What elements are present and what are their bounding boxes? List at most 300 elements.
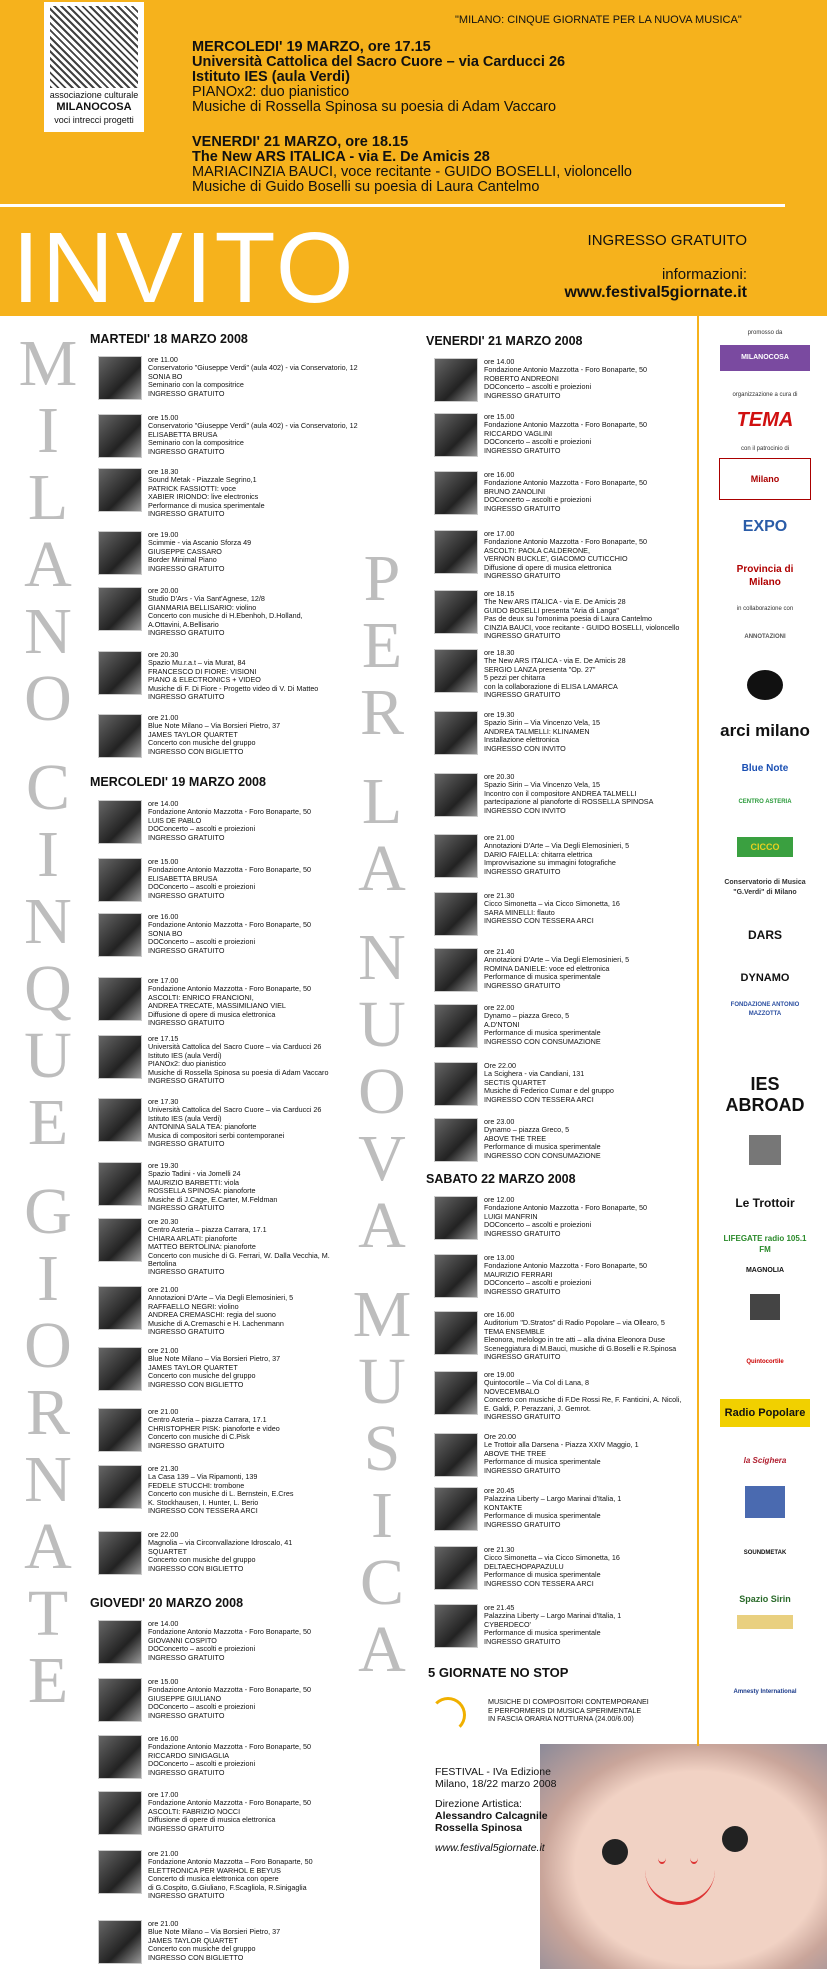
- vertical-letter: L: [27, 461, 69, 534]
- event-text: [148, 414, 358, 458]
- event-line: DOConcerto – ascolti e proiezioni: [484, 1278, 592, 1288]
- event-text: [148, 714, 280, 758]
- event-text: [148, 356, 358, 400]
- event-item: [98, 1098, 321, 1148]
- header-event-1: [192, 40, 565, 115]
- event-time: ore 20.45: [484, 1486, 515, 1495]
- event-line: Magnolia – via Circonvallazione Idroscalo, 41: [148, 1538, 293, 1548]
- sponsor-logo: [710, 406, 820, 434]
- event-line: INGRESSO CON TESSERA ARCI: [484, 1094, 594, 1104]
- event-line: Fondazione Antonio Mazzotta - Foro Bonaparte, 50: [148, 807, 312, 817]
- event-text: [148, 1531, 292, 1575]
- artist-photo: [98, 1218, 142, 1262]
- event-text: [484, 1196, 647, 1240]
- logo-line-2: MILANOCOSA: [56, 101, 132, 113]
- event-text: [484, 1004, 601, 1048]
- event-line: Istituto IES (aula Verdi): [148, 1113, 222, 1123]
- event-line: Performance di musica sperimentale: [148, 500, 265, 510]
- event-line: INGRESSO GRATUITO: [148, 628, 225, 638]
- sponsor-logo-mark: IES ABROAD: [725, 1074, 805, 1115]
- event-line: Performance di musica sperimentale: [484, 1457, 601, 1467]
- artist-photo: [98, 1162, 142, 1206]
- event-line: MAURIZIO FERRARI: [484, 1269, 553, 1279]
- event-item: [98, 1850, 313, 1900]
- sponsor-logo: [710, 970, 820, 986]
- event-item: [98, 1735, 311, 1779]
- event-line: Seminario con la compositrice: [148, 380, 244, 390]
- event-line: INGRESSO GRATUITO: [484, 1412, 561, 1422]
- smiley-belly-photo: [540, 1744, 827, 1969]
- event-time: ore 17.30: [148, 1097, 179, 1106]
- sponsor-logo: [710, 1672, 820, 1712]
- sponsor-logo-mark: Radio Popolare: [720, 1399, 810, 1427]
- artist-photo: [434, 530, 478, 574]
- event-item: [434, 948, 629, 992]
- drawn-smile-icon: [645, 1862, 715, 1905]
- event-line: Installazione elettronica: [484, 735, 560, 745]
- sponsor-logo: [710, 1073, 820, 1117]
- event-line: Musica di compositori serbi contemporanei: [148, 1130, 285, 1140]
- event-line: JAMES TAYLOR QUARTET: [148, 729, 238, 739]
- event-text: [148, 587, 303, 637]
- event-time: ore 16.00: [484, 470, 515, 479]
- event-line: Blue Note Milano – Via Borsieri Pietro, 37: [148, 1354, 281, 1364]
- vertical-letter: A: [358, 832, 406, 905]
- vertical-letter: A: [24, 528, 72, 601]
- day-title: MARTEDI' 18 MARZO 2008: [90, 332, 248, 346]
- vertical-letter: N: [24, 1443, 72, 1516]
- event-text: [148, 1920, 280, 1964]
- event-line: KONTAKTE: [484, 1502, 523, 1512]
- event-line: INGRESSO GRATUITO: [148, 1203, 225, 1213]
- sponsor-logo-mark: Le Trottoir: [735, 1195, 795, 1210]
- event-time: ore 17.00: [148, 1790, 179, 1799]
- event-time: ore 15.00: [148, 413, 179, 422]
- event-line: Diffusione di opere di musica elettronica: [484, 562, 612, 572]
- event-time: ore 14.00: [484, 357, 515, 366]
- event-line: Concerto con musiche del gruppo: [148, 1555, 256, 1565]
- event-line: Fondazione Antonio Mazzotta - Foro Bonaparte, 50: [148, 920, 312, 930]
- event-text: [148, 913, 311, 957]
- event-text: [148, 1035, 328, 1085]
- vertical-letter: N: [358, 921, 406, 994]
- event-line: DOConcerto – ascolti e proiezioni: [484, 495, 592, 505]
- artist-photo: [98, 714, 142, 758]
- artist-photo: [434, 1118, 478, 1162]
- sponsor-logo: [710, 1190, 820, 1216]
- header-event-2: [192, 135, 632, 195]
- event-text: [484, 1546, 620, 1590]
- event-time: ore 18.15: [484, 589, 515, 598]
- event-line: Scimmie - via Ascanio Sforza 49: [148, 538, 252, 548]
- event-time: ore 21.30: [148, 1464, 179, 1473]
- event-line: Concerto con musiche del gruppo: [148, 1371, 256, 1381]
- event-item: [98, 1347, 280, 1391]
- event-text: [484, 1311, 676, 1361]
- day-title: VENERDI' 21 MARZO 2008: [426, 334, 583, 348]
- event-line: Performance di musica sperimentale: [484, 1570, 601, 1580]
- vertical-letter: G: [24, 1175, 72, 1248]
- nostop-text: [488, 1698, 649, 1724]
- event-line: DELTAECHOPAPAZULU: [484, 1561, 564, 1571]
- event-line: Palazzina Liberty – Largo Marinai d'Italia, 1: [484, 1494, 622, 1504]
- event-line: E. Galdi, P. Perazzani, J. Gemrot.: [484, 1403, 591, 1413]
- sponsor-logo: [710, 997, 820, 1023]
- event-line: INGRESSO CON TESSERA ARCI: [148, 1506, 258, 1516]
- event-line: ASCOLTI: PAOLA CALDERONE,: [484, 545, 590, 555]
- event-text: [148, 651, 318, 701]
- event-time: ore 21.00: [148, 1919, 179, 1928]
- event-time: ore 20.00: [148, 586, 179, 595]
- festival-edition: FESTIVAL - IVa Edizione: [435, 1766, 551, 1778]
- sponsor-logo: [710, 560, 820, 592]
- sponsor-logo: [710, 458, 820, 500]
- sponsor-logo: [710, 837, 820, 857]
- vertical-letter: U: [358, 988, 406, 1061]
- event-time: ore 18.30: [484, 648, 515, 657]
- event-line: Fondazione Antonio Mazzotta - Foro Bonaparte, 50: [484, 1261, 648, 1271]
- vertical-letter: T: [27, 1577, 69, 1650]
- vertical-letter: Q: [24, 952, 72, 1025]
- event-line: Spazio Tadini - via Jomelli 24: [148, 1169, 241, 1179]
- event-line: con la collaborazione di ELISA LAMARCA: [484, 681, 618, 691]
- event-item: [98, 1678, 311, 1722]
- vertical-text-left: [18, 327, 78, 1717]
- venue-small-logo: [710, 1615, 820, 1629]
- event-line: RICCARDO SINIGAGLIA: [148, 1750, 230, 1760]
- vertical-letter: L: [361, 765, 403, 838]
- event-time: ore 21.00: [148, 1849, 179, 1858]
- festival-info: [435, 1766, 556, 1854]
- event2-performers: MARIACINZIA BAUCI, voce recitante - GUIDO BOSELLI, violoncello: [192, 164, 632, 180]
- event-line: The New ARS ITALICA - via E. De Amicis 28: [484, 597, 626, 607]
- event-text: [148, 1286, 293, 1336]
- day-title: MERCOLEDI' 19 MARZO 2008: [90, 775, 266, 789]
- event-text: [148, 1465, 293, 1515]
- event-text: [148, 858, 311, 902]
- event-line: CYBERDECO': [484, 1619, 531, 1629]
- sponsor-logo: [710, 505, 820, 547]
- artist-photo: [434, 1254, 478, 1298]
- event-item: [434, 530, 647, 580]
- event-line: Eleonora, melologo in tre atti – alla divina Eleonora Duse: [484, 1335, 665, 1345]
- sponsor-logo: [710, 620, 820, 654]
- event-line: Border Minimal Piano: [148, 555, 217, 565]
- sponsor-logo: [710, 714, 820, 748]
- earphone-icon: [602, 1839, 628, 1865]
- event-line: Sceneggiatura di M.Bauci, musiche di G.Boselli e R.Spinosa: [484, 1343, 677, 1353]
- artist-photo: [98, 913, 142, 957]
- event-line: Università Cattolica del Sacro Cuore – via Carducci 26: [148, 1042, 322, 1052]
- vertical-letter: I: [37, 394, 59, 467]
- event-time: ore 21.40: [484, 947, 515, 956]
- event-line: FRANCESCO DI FIORE: VISIONI: [148, 666, 257, 676]
- event-line: Fondazione Antonio Mazzotta - Foro Bonaparte, 50: [484, 537, 648, 547]
- event-line: Concerto con musiche di G. Ferrari, W. Dalla Vecchia, M.: [148, 1250, 330, 1260]
- event-line: Conservatorio "Giuseppe Verdi" (aula 402) - via Conservatorio, 12: [148, 363, 358, 373]
- event-line: INGRESSO GRATUITO: [148, 1652, 225, 1662]
- event-line: INGRESSO GRATUITO: [484, 1636, 561, 1646]
- event-time: ore 22.00: [484, 1003, 515, 1012]
- event-line: INGRESSO GRATUITO: [484, 631, 561, 641]
- event-line: INGRESSO GRATUITO: [148, 890, 225, 900]
- event-time: ore 15.00: [148, 1677, 179, 1686]
- event-time: ore 22.00: [148, 1530, 179, 1539]
- event-line: DOConcerto – ascolti e proiezioni: [148, 937, 256, 947]
- event-item: [98, 800, 311, 844]
- artist-photo: [98, 1408, 142, 1452]
- nostop-line: E PERFORMERS DI MUSICA SPERIMENTALE: [488, 1705, 642, 1715]
- sponsor-caption: in collaborazione con: [736, 606, 794, 612]
- artist-photo: [434, 948, 478, 992]
- event-time: ore 19.30: [484, 710, 515, 719]
- event-text: [148, 1678, 311, 1722]
- artist-photo: [98, 356, 142, 400]
- event-line: GUIDO BOSELLI presenta "Aria di Langa": [484, 605, 619, 615]
- event1-venue: Università Cattolica del Sacro Cuore – via Carducci 26: [192, 54, 566, 70]
- event-line: K. Stockhausen, I. Hunter, L. Berio: [148, 1497, 259, 1507]
- event-line: Performance di musica sperimentale: [484, 1028, 601, 1038]
- artist-photo: [98, 858, 142, 902]
- event-line: INGRESSO CON TESSERA ARCI: [484, 916, 594, 926]
- event-line: Sound Metak - Piazzale Segrino,1: [148, 475, 257, 485]
- event1-room: Istituto IES (aula Verdi): [192, 69, 350, 85]
- event-line: ELETTRONICA PER WARHOL E BEYUS: [148, 1865, 281, 1875]
- event-line: Centro Asteria – piazza Carrara, 17.1: [148, 1225, 267, 1235]
- event-line: Performance di musica sperimentale: [484, 972, 601, 982]
- event-line: JAMES TAYLOR QUARTET: [148, 1935, 238, 1945]
- event-text: [148, 468, 265, 518]
- event-line: Fondazione Antonio Mazzotta - Foro Bonaparte, 50: [148, 1742, 312, 1752]
- event-line: Diffusione di opere di musica elettronica: [148, 1815, 276, 1825]
- direction-label: Direzione Artistica:: [435, 1798, 522, 1810]
- artist-photo: [98, 531, 142, 575]
- day-title: SABATO 22 MARZO 2008: [426, 1172, 576, 1186]
- sponsor-logo-mark: SOUNDMETAK: [743, 1549, 787, 1556]
- event-item: [98, 1920, 280, 1964]
- event-line: ROSSELLA SPINOSA: pianoforte: [148, 1186, 256, 1196]
- event-text: [148, 1408, 280, 1452]
- event-time: ore 23.00: [484, 1117, 515, 1126]
- artist-photo: [98, 1465, 142, 1509]
- event-line: Auditorium "D.Stratos" di Radio Popolare – via Ollearo, 5: [484, 1318, 665, 1328]
- vertical-letter: U: [24, 1019, 72, 1092]
- event-line: INGRESSO CON BIGLIETTO: [148, 746, 244, 756]
- event-line: MAURIZIO BARBETTI: viola: [148, 1177, 240, 1187]
- sponsor-logo-mark: LIFEGATE radio 105.1 FM: [723, 1234, 807, 1254]
- event-line: Musiche di F. Di Fiore - Progetto video di V. Di Matteo: [148, 683, 319, 693]
- sponsor-logo: [710, 345, 820, 371]
- event-line: Blue Note Milano – Via Borsieri Pietro, 37: [148, 1927, 281, 1937]
- event-line: INGRESSO GRATUITO: [148, 1891, 225, 1901]
- sponsor-logo: [710, 1399, 820, 1427]
- festival-tagline: "MILANO: CINQUE GIORNATE PER LA NUOVA MUSICA": [455, 14, 742, 26]
- event-line: INGRESSO GRATUITO: [484, 445, 561, 455]
- event-line: Studio D'Ars - Via Sant'Agnese, 12/8: [148, 594, 265, 604]
- vertical-letter: O: [24, 662, 72, 735]
- sponsor-logo-mark: Provincia di Milano: [736, 564, 794, 588]
- event-line: ANDREA TRECATE, MASSIMILIANO VIEL: [148, 1001, 286, 1011]
- milanocosa-logo: [44, 2, 144, 132]
- event-time: ore 17.00: [484, 529, 515, 538]
- logo-line-3: voci intrecci progetti: [54, 115, 134, 125]
- event-line: RAFFAELLO NEGRI: violino: [148, 1301, 239, 1311]
- sponsor-logo: [710, 1448, 820, 1472]
- event-line: INGRESSO CON INVITO: [484, 743, 566, 753]
- vertical-letter: S: [363, 1412, 401, 1485]
- event2-music: Musiche di Guido Boselli su poesia di Laura Cantelmo: [192, 179, 540, 195]
- event-line: GIANMARIA BELLISARIO: violino: [148, 602, 257, 612]
- annotazioni-dark-logo: [710, 670, 820, 700]
- event-line: Quintocortile – Via Col di Lana, 8: [484, 1378, 589, 1388]
- event-time: ore 14.00: [148, 799, 179, 808]
- event-item: [98, 1408, 280, 1452]
- lacasa-logo: [710, 1135, 820, 1165]
- artist-photo: [434, 773, 478, 817]
- event-line: Performance di musica sperimentale: [484, 1142, 601, 1152]
- event-line: Fondazione Antonio Mazzotta - Foro Bonaparte, 50: [484, 478, 648, 488]
- event-line: INGRESSO GRATUITO: [148, 832, 225, 842]
- sponsor-logo-mark: CENTRO ASTERIA: [738, 798, 792, 805]
- event-time: ore 21.45: [484, 1603, 515, 1612]
- event-item: [434, 413, 647, 457]
- event-line: INGRESSO CON CONSUMAZIONE: [484, 1150, 601, 1160]
- event-text: [484, 413, 647, 457]
- event-item: [434, 1487, 621, 1531]
- sponsor-caption: promosso da: [747, 330, 783, 336]
- event-line: Annotazioni D'Arte – Via Degli Elemosinieri, 5: [148, 1293, 294, 1303]
- event-line: JAMES TAYLOR QUARTET: [148, 1362, 238, 1372]
- sponsor-logo-mark: Milano: [719, 458, 811, 500]
- invito-title: INVITO: [12, 212, 356, 324]
- info-label: informazioni:: [661, 266, 747, 283]
- event-item: [98, 651, 318, 701]
- artist-photo: [434, 711, 478, 755]
- event-time: ore 13.00: [484, 1253, 515, 1262]
- info-url-link[interactable]: www.festival5giornate.it: [564, 284, 747, 301]
- event-time: ore 20.30: [484, 772, 515, 781]
- event-line: Improvvisazione su immagini fotografiche: [484, 858, 616, 868]
- event-line: INGRESSO GRATUITO: [148, 1076, 225, 1086]
- event-text: [148, 1850, 313, 1900]
- event-time: ore 20.30: [148, 650, 179, 659]
- vertical-letter: N: [24, 595, 72, 668]
- sponsor-logo-mark: Spazio Sirin: [739, 1594, 791, 1604]
- event-line: INGRESSO GRATUITO: [484, 690, 561, 700]
- artist-photo: [98, 1620, 142, 1664]
- event-item: [98, 1465, 293, 1515]
- artist-photo: [98, 1531, 142, 1575]
- event-text: [484, 590, 679, 640]
- event-line: INGRESSO CON BIGLIETTO: [148, 1379, 244, 1389]
- sponsor-logo-mark: Blue Note: [741, 762, 789, 774]
- event-line: Dynamo – piazza Greco, 5: [484, 1125, 570, 1135]
- event-time: ore 20.30: [148, 1217, 179, 1226]
- sponsor-logo-mark: Quintocortile: [746, 1358, 784, 1365]
- event-line: ELISABETTA BRUSA: [148, 873, 218, 883]
- artist-photo: [434, 358, 478, 402]
- event-item: [98, 1035, 328, 1085]
- sponsor-logo-mark: la Scighera: [743, 1455, 787, 1465]
- event-text: [148, 531, 251, 575]
- event-text: [484, 1433, 639, 1477]
- artist-photo: [434, 1371, 478, 1415]
- event-line: Fondazione Antonio Mazzotta - Foro Bonaparte, 50: [148, 865, 312, 875]
- event-text: [484, 711, 600, 755]
- event-text: [148, 1791, 311, 1835]
- event-line: Centro Asteria – piazza Carrara, 17.1: [148, 1415, 267, 1425]
- event-line: Concerto con musiche di H.Ebenhoh, D.Holland,: [148, 611, 303, 621]
- vertical-letter: E: [27, 1086, 69, 1159]
- event-line: INGRESSO GRATUITO: [484, 980, 561, 990]
- event-line: Concerto con musiche di L. Bernstein, E.Cres: [148, 1489, 294, 1499]
- event-text: [484, 948, 629, 992]
- event-line: Palazzina Liberty – Largo Marinai d'Italia, 1: [484, 1611, 622, 1621]
- event-item: [98, 714, 280, 758]
- artist-photo: [434, 413, 478, 457]
- event-line: DOConcerto – ascolti e proiezioni: [484, 382, 592, 392]
- event-item: [434, 1433, 639, 1477]
- sponsor-logo-mark: [749, 1135, 781, 1165]
- event-line: INGRESSO GRATUITO: [148, 1139, 225, 1149]
- event-text: [148, 1098, 321, 1148]
- event-text: [484, 773, 653, 817]
- event-line: INGRESSO GRATUITO: [148, 1710, 225, 1720]
- event-text: [484, 834, 629, 878]
- event-line: Università Cattolica del Sacro Cuore – via Carducci 26: [148, 1105, 322, 1115]
- event-line: DOConcerto – ascolti e proiezioni: [484, 1220, 592, 1230]
- director-2: Rossella Spinosa: [435, 1822, 522, 1834]
- event-item: [98, 1162, 277, 1212]
- event-line: GIUSEPPE CASSARO: [148, 546, 222, 556]
- vertical-letter: I: [37, 1242, 59, 1315]
- artist-photo: [98, 1735, 142, 1779]
- event-line: Istituto IES (aula Verdi): [148, 1050, 222, 1060]
- sponsor-logo-mark: [747, 670, 783, 700]
- artist-photo: [434, 1196, 478, 1240]
- festival-url-link[interactable]: www.festival5giornate.it: [435, 1842, 545, 1854]
- event-line: INGRESSO CON INVITO: [484, 805, 566, 815]
- event-time: ore 12.00: [484, 1195, 515, 1204]
- event-line: GIUSEPPE GIULIANO: [148, 1693, 222, 1703]
- event-line: INGRESSO GRATUITO: [484, 571, 561, 581]
- event-time: ore 21.30: [484, 891, 515, 900]
- event-line: Seminario con la compositrice: [148, 438, 244, 448]
- artist-photo: [434, 1004, 478, 1048]
- event-line: INGRESSO CON BIGLIETTO: [148, 1952, 244, 1962]
- event-item: [434, 773, 653, 817]
- event-line: XABIER IRIONDO: live electronics: [148, 492, 259, 502]
- sponsor-logo: [710, 1234, 820, 1254]
- event-line: SONIA BO: [148, 928, 183, 938]
- event-line: CHRISTOPHER PISK: pianoforte e video: [148, 1423, 280, 1433]
- vertical-letter: U: [358, 1345, 406, 1418]
- event-line: Musiche di A.Cremaschi e H. Lachenmann: [148, 1318, 284, 1328]
- event-item: [434, 834, 629, 878]
- event-item: [434, 590, 679, 640]
- event-line: DOConcerto – ascolti e proiezioni: [148, 1644, 256, 1654]
- event-line: Concerto con musiche di C.Pisk: [148, 1432, 250, 1442]
- event-time: ore 19.00: [148, 530, 179, 539]
- event-time: ore 21.00: [148, 1285, 179, 1294]
- vertical-text-right: [352, 542, 412, 1686]
- event-line: ANDREA CREMASCHI: regia del suono: [148, 1310, 276, 1320]
- event-line: DOConcerto – ascolti e proiezioni: [148, 824, 256, 834]
- event-line: La Casa 139 – Via Ripamonti, 139: [148, 1472, 258, 1482]
- sponsor-divider: [697, 316, 699, 1746]
- event-line: ABOVE THE TREE: [484, 1448, 547, 1458]
- event-time: ore 15.00: [484, 412, 515, 421]
